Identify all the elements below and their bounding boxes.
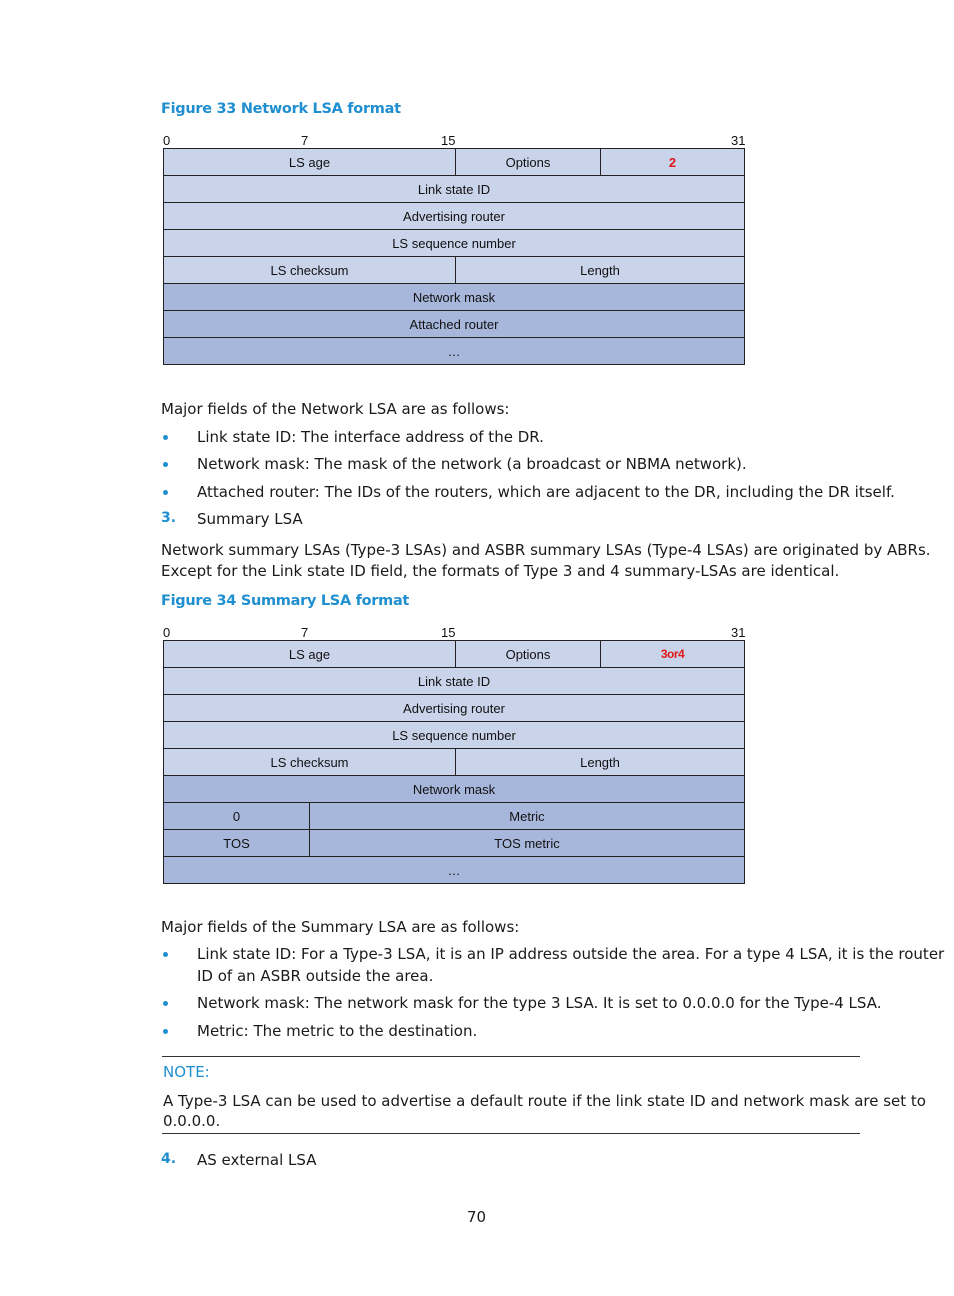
field-advertising-router: Advertising router [403,208,505,224]
field-ls-type: 2 [600,149,744,175]
table-row [164,310,744,337]
field-link-state-id: Link state ID [417,673,491,689]
section-heading: AS external LSA [197,1151,317,1169]
network-lsa-format-table [163,148,745,365]
field-tos-metric: TOS metric [309,830,744,856]
table-row [164,667,744,694]
bullet-icon [163,952,168,957]
field-ls-sequence-number: LS sequence number [392,727,516,743]
list-item: Link state ID: For a Type-3 LSA, it is an IP address outside the area. For a type 4 LSA, it is the router [197,945,945,963]
page-number: 70 [467,1208,487,1226]
field-attached-router: Attached router [409,316,499,332]
note-text: A Type-3 LSA can be used to advertise a default route if the link state ID and network mask are set to [163,1092,926,1110]
bullet-icon [163,490,168,495]
note-top-rule [162,1056,860,1057]
field-ls-type: 3or4 [600,641,744,667]
paragraph: Network summary LSAs (Type-3 LSAs) and ASBR summary LSAs (Type-4 LSAs) are originated by ABRs. [161,541,931,559]
list-item: Link state ID: The interface address of the DR. [197,428,544,446]
bit-label: 7 [301,133,309,148]
field-ellipsis: … [447,862,461,878]
summary-lsa-format-table [163,640,745,884]
field-network-mask: Network mask [412,289,496,305]
network-lsa-intro: Major fields of the Network LSA are as follows: [161,400,510,418]
list-item: Metric: The metric to the destination. [197,1022,478,1040]
bit-label: 7 [301,625,309,640]
field-metric: Metric [309,803,744,829]
table-row [164,641,744,667]
field-ls-sequence-number: LS sequence number [392,235,516,251]
list-item: Network mask: The network mask for the type 3 LSA. It is set to 0.0.0.0 for the Type-4 LSA. [197,994,882,1012]
table-row [164,202,744,229]
field-ls-age: LS age [288,154,331,170]
table-row [164,721,744,748]
field-ellipsis: … [447,343,461,359]
section-heading: Summary LSA [197,510,303,528]
field-length: Length [455,257,744,283]
table-row [164,748,744,775]
field-zero: 0 [232,808,241,824]
bit-label: 0 [163,133,171,148]
table-row [164,149,744,175]
note-bottom-rule [162,1133,860,1134]
table-row [164,175,744,202]
table-row [164,775,744,802]
item-number: 3. [161,510,177,526]
bit-label: 31 [731,625,746,640]
list-item: Attached router: The IDs of the routers, which are adjacent to the DR, including the DR itself. [197,483,895,501]
field-options: Options [455,149,600,175]
table-row [164,337,744,364]
field-options: Options [455,641,600,667]
table-row [164,229,744,256]
bit-label: 0 [163,625,171,640]
bit-label: 31 [731,133,746,148]
bullet-icon [163,435,168,440]
table-row [164,802,744,829]
field-length: Length [455,749,744,775]
note-label: NOTE: [163,1063,210,1081]
figure-34-caption: Figure 34 Summary LSA format [161,593,410,609]
bullet-icon [163,1029,168,1034]
field-tos: TOS [223,835,250,851]
note-text-continuation: 0.0.0.0. [163,1112,221,1130]
table-row [164,856,744,883]
figure-33-caption: Figure 33 Network LSA format [161,101,401,117]
bullet-icon [163,462,168,467]
table-row [164,829,744,856]
table-row [164,694,744,721]
field-network-mask: Network mask [412,781,496,797]
summary-lsa-intro: Major fields of the Summary LSA are as follows: [161,918,520,936]
field-advertising-router: Advertising router [403,700,505,716]
field-link-state-id: Link state ID [417,181,491,197]
paragraph: Except for the Link state ID field, the formats of Type 3 and 4 summary-LSAs are identical. [161,562,840,580]
list-item-continuation: ID of an ASBR outside the area. [197,967,434,985]
bit-label: 15 [441,133,456,148]
table-row [164,283,744,310]
item-number: 4. [161,1151,177,1167]
bullet-icon [163,1001,168,1006]
field-ls-checksum: LS checksum [270,262,349,278]
list-item: Network mask: The mask of the network (a broadcast or NBMA network). [197,455,747,473]
field-ls-checksum: LS checksum [270,754,349,770]
bit-label: 15 [441,625,456,640]
field-ls-age: LS age [288,646,331,662]
table-row [164,256,744,283]
